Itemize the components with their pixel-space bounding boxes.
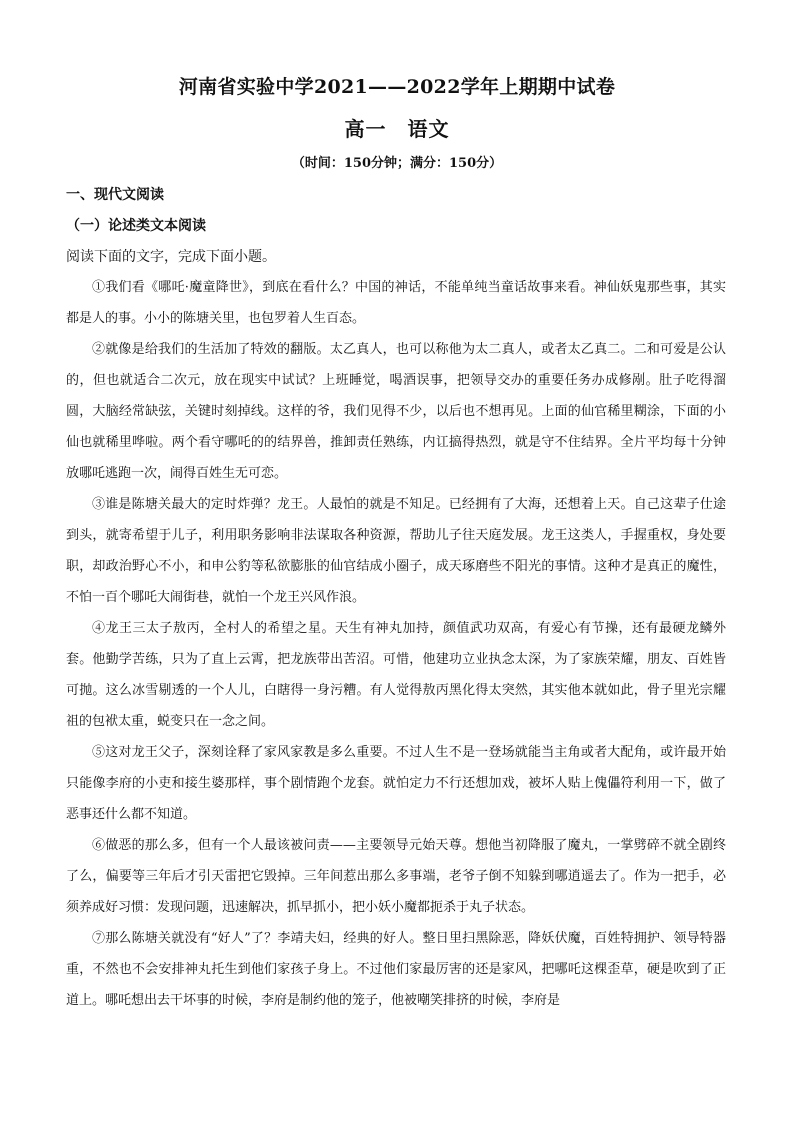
exam-meta: （时间：150分钟；满分：150分）: [291, 156, 503, 171]
exam-title: 河南省实验中学2021——2022学年上期期中试卷: [178, 76, 616, 98]
paragraph-6: ⑥做恶的那么多，但有一个人最该被问责——主要领导元始天尊。想他当初降服了魔丸，一掌劈碎不就全剧终了么，偏要等三年后才引天雷把它毁掉。三年间惹出那么多事端，老爷子倒不知躲到哪逍遥去了。作为一把手，必须养成好习惯：发现问题，迅速解决，抓早抓小，把小妖小魔都扼杀于丸子状态。: [66, 838, 726, 915]
paragraph-7: ⑦那么陈塘关就没有“好人”了？李靖夫妇，经典的好人。整日里扫黑除恶，降妖伏魔，百姓特拥护、领导特器重，不然也不会安排神丸托生到他们家孩子身上。不过他们家最厉害的还是家风，把哪吒这棵歪草，硬是吹到了正道上。哪吒想出去干坏事的时候，李府是制约他的笼子，他被嘲笑排挤的时候，李府是: [66, 931, 726, 1008]
paragraph-2: ②就像是给我们的生活加了特效的翻版。太乙真人，也可以称他为太二真人，或者太乙真二。二和可爱是公认的，但也就适合二次元，放在现实中试试？上班睡觉，喝酒误事，把领导交办的重要任务办成修剐。肚子吃得溜圆，大脑经常缺弦，关键时刻掉线。这样的爷，我们见得不少，以后也不想再见。上面的仙官稀里糊涂，下面的小仙也就稀里哗啦。两个看守哪吒的的结界兽，推卸责任熟练，内讧搞得热烈，就是守不住结界。全片平均每十分钟放哪吒逃跑一次，闹得百姓生无可恋。: [66, 342, 726, 481]
section-heading: 一、现代文阅读: [66, 187, 164, 203]
paragraph-4: ④龙王三太子敖丙，全村人的希望之星。天生有神丸加持，颜值武功双高，有爱心有节操，还有最硬龙鳞外套。他勤学苦练，只为了直上云霄，把龙族带出苦沼。可惜，他建功立业执念太深，为了家族荣耀，朋友、百姓皆可抛。这么冰雪剔透的一个人儿，白瞎得一身污糟。有人觉得敖丙黑化得太突然，其实他本就如此，骨子里光宗耀祖的包袱太重，蜕变只在一念之间。: [66, 621, 726, 729]
paragraph-3: ③谁是陈塘关最大的定时炸弹？龙王。人最怕的就是不知足。已经拥有了大海，还想着上天。自己这辈子仕途到头，就寄希望于儿子，利用职务影响非法谋取各种资源，帮助儿子往天庭发展。龙王这类人，手握重权，身处要职，却政治野心不小，和申公豹等私欲膨胀的仙官结成小圈子，成天琢磨些不阳光的事情。这种才是真正的魔性，不怕一百个哪吒大闹街巷，就怕一个龙王兴风作浪。: [66, 497, 726, 605]
paragraph-5: ⑤这对龙王父子，深刻诠释了家风家教是多么重要。不过人生不是一登场就能当主角或者大配角，或许最开始只能像李府的小吏和接生婆那样，事个剧情跑个龙套。就怕定力不行还想加戏，被坏人贴上傀儡符利用一下，做了恶事还什么都不知道。: [66, 745, 726, 822]
paragraph-1: ①我们看《哪吒·魔童降世》，到底在看什么？中国的神话，不能单纯当童话故事来看。神仙妖鬼那些事，其实都是人的事。小小的陈塘关里，也包罗着人生百态。: [66, 280, 726, 326]
reading-passage: [66, 272, 726, 1016]
exam-subject: 高一 语文: [344, 117, 450, 141]
reading-instruction: 阅读下面的文字，完成下面小题。: [66, 249, 276, 265]
subsection-heading: （一）论述类文本阅读: [66, 218, 206, 234]
